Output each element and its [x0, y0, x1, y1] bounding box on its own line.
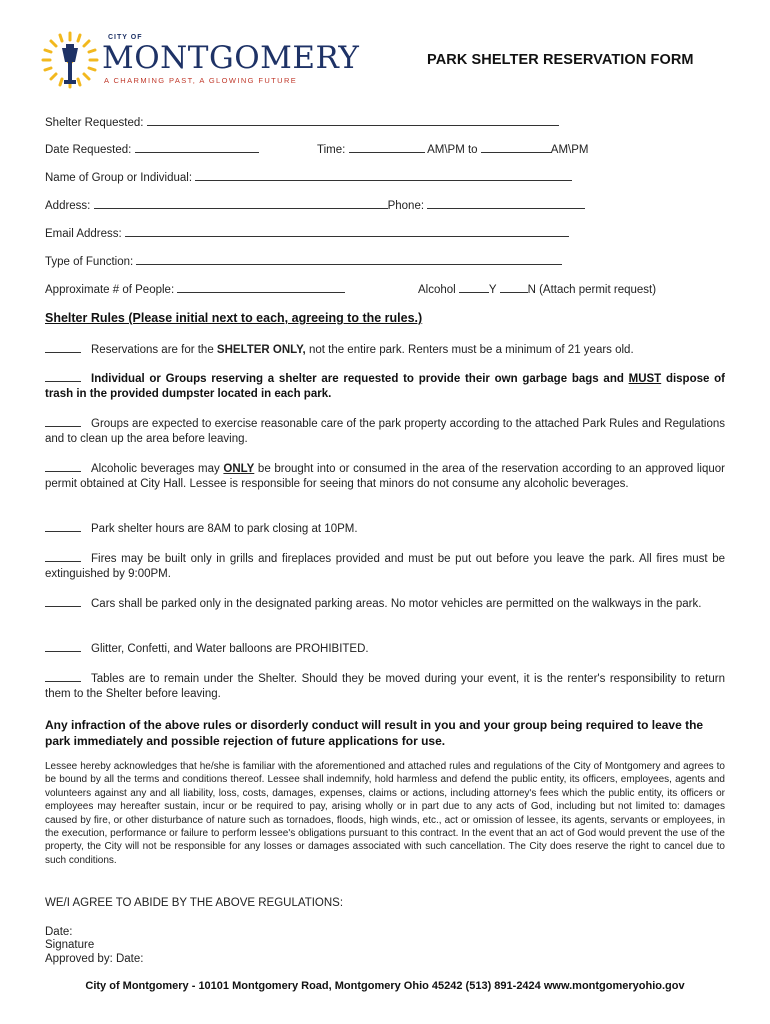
rule-text: Alcoholic beverages may: [91, 463, 224, 475]
initial-line[interactable]: [45, 462, 81, 472]
infraction-warning: Any infraction of the above rules or disorderly conduct will result in you and your group being required to leave the park immediately and possible rejection of future applications for use.: [45, 718, 704, 748]
footer-contact: City of Montgomery - 10101 Montgomery Road, Montgomery Ohio 45242 (513) 891-2424 www.montgomeryohio.gov: [85, 980, 685, 992]
rule-text: Individual or Groups reserving a shelter are requested to provide their own garbage bags and: [91, 373, 629, 385]
alcohol-yes-label: Y: [488, 284, 497, 296]
alcohol-no-label: N (Attach permit request): [527, 284, 657, 296]
shelter-field: [45, 115, 559, 129]
rule-item: [45, 417, 725, 447]
rule-text: Fires may be built only in grills and fireplaces provided and must be put out before you leave the park. All fires must be extinguished by 9:00PM.: [45, 553, 725, 580]
rule-text: Tables are to remain under the Shelter. Should they be moved during your event, it is the renter's responsibility to return them to the Shelter before leaving.: [45, 673, 725, 700]
initial-line[interactable]: [45, 672, 81, 682]
function-field: [45, 254, 562, 268]
initial-line[interactable]: [45, 642, 81, 652]
rule-text: not the entire park. Renters must be a minimum of 21 years old.: [305, 344, 634, 356]
address-field: [45, 198, 585, 212]
rule-text: Groups are expected to exercise reasonable care of the park property according to the attached Park Rules and Regulations and to clean up the area before leaving.: [45, 418, 725, 445]
address-label: Address:: [45, 200, 91, 212]
initial-line[interactable]: [45, 597, 81, 607]
people-label: Approximate # of People:: [45, 284, 175, 296]
rule-item: [45, 343, 725, 358]
rule-text: Reservations are for the: [91, 344, 217, 356]
time-ampm-to: AM\PM to: [427, 144, 478, 156]
rule-item: [45, 642, 725, 657]
rule-item: [45, 552, 725, 582]
date-field: [45, 142, 259, 156]
group-label: Name of Group or Individual:: [45, 172, 193, 184]
time-ampm: AM\PM: [550, 144, 589, 156]
group-field: [45, 170, 572, 184]
agreement-statement: WE/I AGREE TO ABIDE BY THE ABOVE REGULATIONS:: [45, 897, 344, 909]
group-input-line[interactable]: [195, 170, 572, 181]
email-field: [45, 226, 569, 240]
function-input-line[interactable]: [136, 254, 562, 265]
rule-emphasis: SHELTER ONLY,: [216, 344, 306, 356]
rule-item: [45, 462, 725, 492]
form-title: PARK SHELTER RESERVATION FORM: [427, 52, 694, 68]
rule-text: Park shelter hours are 8AM to park closing at 10PM.: [91, 523, 358, 535]
date-label: Date Requested:: [45, 144, 132, 156]
rule-text: dispose of trash in the provided dumpster located in each park.: [45, 373, 725, 400]
approved-label: Approved by:: [45, 953, 113, 965]
approved-date-label: Date:: [115, 953, 144, 965]
rule-item: [45, 522, 725, 537]
indemnity-paragraph: Lessee hereby acknowledges that he/she is familiar with the aforementioned and attached rules and regulations of the City of Montgomery and agrees to be bound by all the terms and conditions thereof. Lessee shall indemnify, hold harmless and defend the public entity, its officers, employees, agents and volunteers against any and all liability, loss, costs, damages, expenses, claims or actions, including attorney's fees which the public entity, its officers or employees may hereafter sustain, incur or be required to pay, arising wholly or in part due to any acts of God, including but not limited to: damages caused by fire, or other disturbance of nature such as tornadoes, floods, high winds, etc., act or omission of lessee, its agents, servants or employees, in the execution, performance or failure to perform lessee's obligations pursuant to this contract. In the event that an act of God would prevent the use of the property, the City will not be responsible for any losses or damages associated with such cancellation. The City does reserve the right to cancel due to such conditions.: [45, 761, 725, 866]
rule-item: [45, 372, 725, 402]
logo-city-of: CITY OF: [108, 34, 143, 41]
rule-text: Glitter, Confetti, and Water balloons are PROHIBITED.: [91, 643, 369, 655]
alcohol-label: Alcohol: [418, 284, 456, 296]
signature-date-label: Date:: [45, 926, 73, 938]
rule-item: [45, 672, 725, 702]
email-label: Email Address:: [45, 228, 122, 240]
function-label: Type of Function:: [45, 256, 134, 268]
time-start-line[interactable]: [349, 142, 425, 153]
initial-line[interactable]: [45, 417, 81, 427]
shelter-label: Shelter Requested:: [45, 117, 144, 129]
approved-row: [45, 953, 143, 965]
people-input-line[interactable]: [177, 282, 345, 293]
shelter-input-line[interactable]: [147, 115, 559, 126]
date-input-line[interactable]: [135, 142, 259, 153]
alcohol-no-line[interactable]: [500, 282, 528, 293]
city-logo: [40, 30, 360, 92]
logo-tagline: A CHARMING PAST, A GLOWING FUTURE: [104, 76, 298, 85]
rule-emphasis: ONLY: [223, 463, 255, 475]
rule-text: be brought into or consumed in the area of the reservation according to an approved liquor permit obtained at City Hall. Lessee is responsible for seeing that minors do not consume any alcoholic beverages.: [45, 463, 725, 490]
alcohol-field: [418, 282, 656, 296]
people-field: [45, 282, 345, 296]
time-field: [317, 142, 588, 156]
rules-heading: Shelter Rules (Please initial next to each, agreeing to the rules.): [45, 311, 423, 325]
phone-input-line[interactable]: [427, 198, 585, 209]
initial-line[interactable]: [45, 372, 81, 382]
phone-label: Phone:: [387, 200, 425, 212]
rule-emphasis: MUST: [628, 373, 662, 385]
initial-line[interactable]: [45, 343, 81, 353]
time-end-line[interactable]: [481, 142, 551, 153]
initial-line[interactable]: [45, 522, 81, 532]
rule-text: Cars shall be parked only in the designated parking areas. No motor vehicles are permitted on the walkways in the park.: [91, 598, 702, 610]
rule-item: [45, 597, 725, 612]
signature-row: [45, 926, 73, 938]
logo-city-name: MONTGOMERY: [102, 40, 360, 76]
email-input-line[interactable]: [125, 226, 569, 237]
sun-lamp-icon: [40, 30, 100, 90]
initial-line[interactable]: [45, 552, 81, 562]
alcohol-yes-line[interactable]: [459, 282, 489, 293]
time-label: Time:: [317, 144, 346, 156]
signature-label: Signature: [45, 939, 95, 951]
address-input-line[interactable]: [94, 198, 388, 209]
